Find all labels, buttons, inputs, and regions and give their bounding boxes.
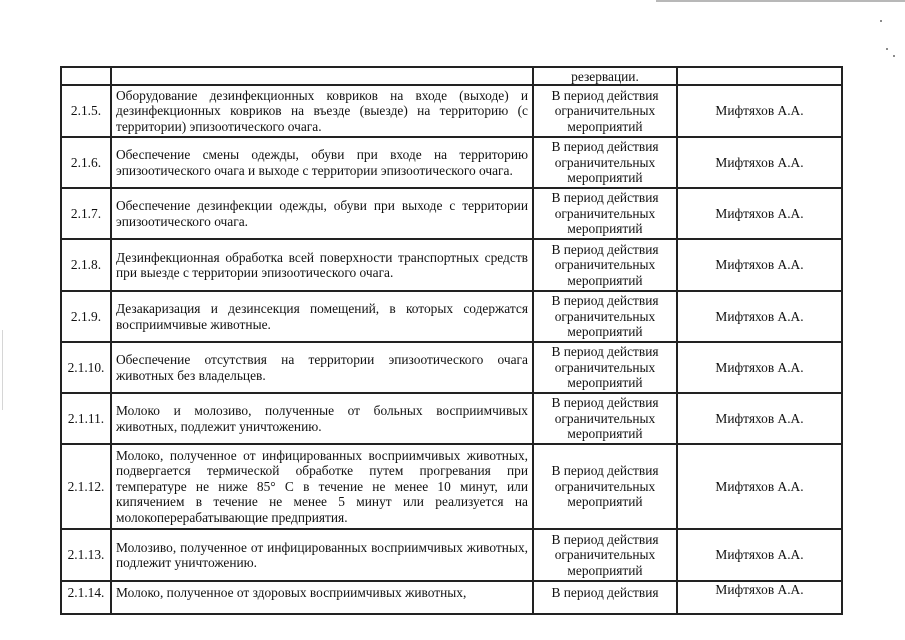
table-row [61, 239, 842, 291]
row-period: В период действия ограничительных мероприятий [533, 239, 677, 291]
row-responsible: Мифтяхов А.А. [677, 85, 842, 137]
row-number: 2.1.14. [61, 581, 111, 614]
row-responsible: Мифтяхов А.А. [677, 444, 842, 529]
row-period: В период действия ограничительных мероприятий [533, 137, 677, 188]
row-period: В период действия ограничительных мероприятий [533, 529, 677, 581]
scan-speck [880, 20, 882, 22]
row-responsible: Мифтяхов А.А. [677, 239, 842, 291]
scan-speck [886, 48, 888, 50]
row-responsible: Мифтяхов А.А. [677, 291, 842, 342]
row-responsible: Мифтяхов А.А. [677, 581, 842, 614]
table-row [61, 581, 842, 614]
row-responsible: Мифтяхов А.А. [677, 137, 842, 188]
row-period: В период действия [533, 581, 677, 614]
row-period-cell: резервации. [533, 67, 677, 85]
row-number: 2.1.12. [61, 444, 111, 529]
table-row [61, 393, 842, 444]
row-number: 2.1.8. [61, 239, 111, 291]
row-responsible: Мифтяхов А.А. [677, 342, 842, 393]
row-description: Обеспечение дезинфекции одежды, обуви при выходе с территории эпизоотического очага. [111, 188, 533, 239]
row-description: Дезинфекционная обработка всей поверхности транспортных средств при выезде с территории эпизоотического очага. [111, 239, 533, 291]
row-period: В период действия ограничительных мероприятий [533, 393, 677, 444]
table-row [61, 291, 842, 342]
row-description: Молоко, полученное от здоровых восприимчивых животных, [111, 581, 533, 614]
table-row [61, 342, 842, 393]
table-row-continuation [61, 67, 842, 85]
row-responsible: Мифтяхов А.А. [677, 393, 842, 444]
row-period: В период действия ограничительных мероприятий [533, 85, 677, 137]
row-number: 2.1.6. [61, 137, 111, 188]
row-number-cell [61, 67, 111, 85]
row-description: Молозиво, полученное от инфицированных восприимчивых животных, подлежит уничтожению. [111, 529, 533, 581]
row-description: Молоко и молозиво, полученные от больных восприимчивых животных, подлежит уничтожению. [111, 393, 533, 444]
row-description: Молоко, полученное от инфицированных восприимчивых животных, подвергается термической обработке путем прогревания при температуре не ниже 85° С в течение не менее 10 минут, или кипячением в течение не менее 5 минут или реализуется на молокоперерабатывающие предприятия. [111, 444, 533, 529]
scan-edge-line [656, 0, 905, 2]
row-responsible-cell [677, 67, 842, 85]
row-number: 2.1.13. [61, 529, 111, 581]
scan-speck [893, 55, 895, 57]
row-number: 2.1.5. [61, 85, 111, 137]
row-description-cell [111, 67, 533, 85]
measures-table [60, 66, 843, 615]
table-row [61, 188, 842, 239]
row-period: В период действия ограничительных мероприятий [533, 291, 677, 342]
row-period: В период действия ограничительных мероприятий [533, 188, 677, 239]
row-description: Обеспечение смены одежды, обуви при входе на территорию эпизоотического очага и выходе с территории эпизоотического очага. [111, 137, 533, 188]
row-description: Дезакаризация и дезинсекция помещений, в которых содержатся восприимчивые животные. [111, 291, 533, 342]
table-row [61, 85, 842, 137]
table-row [61, 444, 842, 529]
row-period: В период действия ограничительных мероприятий [533, 444, 677, 529]
row-responsible: Мифтяхов А.А. [677, 188, 842, 239]
row-responsible: Мифтяхов А.А. [677, 529, 842, 581]
scan-side-mark [2, 330, 3, 410]
row-number: 2.1.7. [61, 188, 111, 239]
row-number: 2.1.10. [61, 342, 111, 393]
table-row [61, 137, 842, 188]
table-row [61, 529, 842, 581]
row-description: Оборудование дезинфекционных ковриков на входе (выходе) и дезинфекционных ковриков на въезде (выезде) на территорию (с территории) эпизоотического очага. [111, 85, 533, 137]
row-period: В период действия ограничительных мероприятий [533, 342, 677, 393]
row-description: Обеспечение отсутствия на территории эпизоотического очага животных без владельцев. [111, 342, 533, 393]
row-number: 2.1.9. [61, 291, 111, 342]
row-number: 2.1.11. [61, 393, 111, 444]
